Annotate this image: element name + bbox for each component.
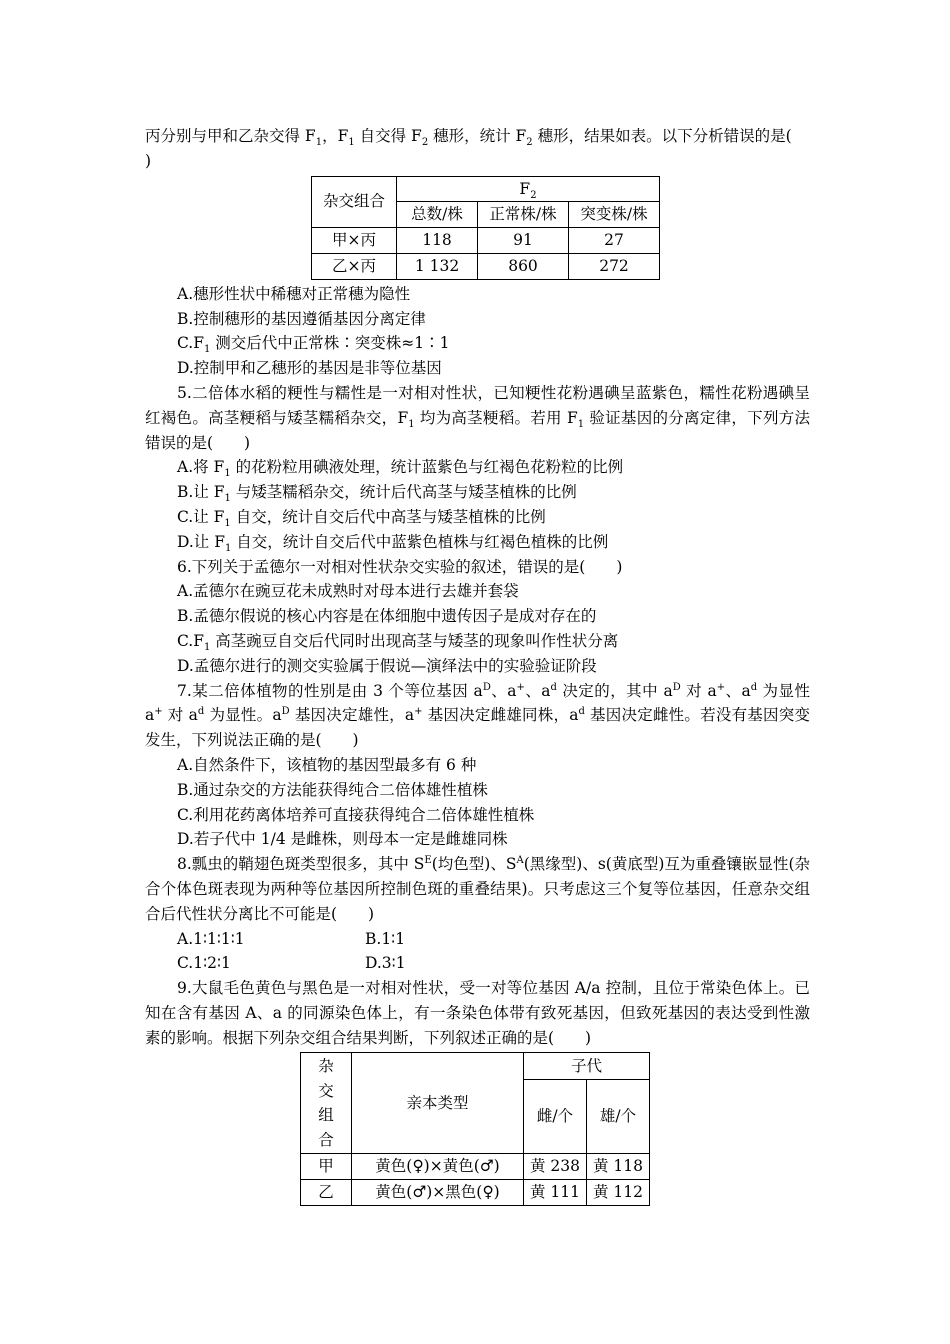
q9-header-combo: 杂 交 组 合	[301, 1053, 352, 1154]
q9-header-female: 雌/个	[524, 1079, 587, 1154]
q8-stem: 8.瓢虫的鞘翅色斑类型很多，其中 $S^E$(均色型)、$S^A$(黑缘型)、s(黄底型)互为重叠镶嵌显性(杂合个体色斑表现为两种等位基因所控制色斑的重叠结果)。只考虑这三个复等位基因，任意杂交组合后代性状分离比不可能是( )	[145, 854, 810, 923]
q5-stem: 5.二倍体水稻的粳性与糯性是一对相对性状，已知粳性花粉遇碘呈蓝紫色，糯性花粉遇碘呈红褐色。高茎粳稻与矮茎糯稻杂交，$F_1$ 均为高茎粳稻。若用 $F_1$ 验证基因的分离定律，下列方法错误的是( )	[145, 383, 811, 452]
q7-option-d: D.若子代中 1/4 是雌株，则母本一定是雌雄同株	[177, 830, 508, 849]
q6-option-b: B.孟德尔假说的核心内容是在体细胞中遗传因子是成对存在的	[177, 607, 597, 626]
q9-stem: 9.大鼠毛色黄色与黑色是一对相对性状，受一对等位基因 A/a 控制，且位于常染色体上。已知在含有基因 A、a 的同源染色体上，有一条染色体带有致死基因，但致死基因的表达受到性激素的影响。根据下列杂交组合结果判断，下列叙述正确的是( )	[145, 979, 810, 1047]
q4-header-total: 总数/株	[397, 202, 478, 228]
q5-option-d: D.让 $F_1$ 自交，统计自交后代中蓝紫色植株与红褐色植株的比例	[177, 532, 609, 554]
page-content	[145, 124, 810, 1208]
q9-table	[300, 1052, 650, 1206]
table-row: 乙×丙 1 132 860 272	[312, 253, 660, 279]
q4-header-normal: 正常株/株	[478, 202, 569, 228]
q4-option-c: $C.F_1$ 测交后代中正常株∶突变株≈1∶1	[177, 334, 450, 356]
q4-option-b: B.控制穗形的基因遵循基因分离定律	[177, 309, 426, 328]
q9-header-parent: 亲本类型	[352, 1053, 524, 1154]
q8-options-row-2	[145, 951, 810, 976]
table-row: 乙 黄色(♂)×黑色(♀) 黄 111 黄 112	[301, 1180, 650, 1206]
q6-option-c: $C.F_1$ 高茎豌豆自交后代同时出现高茎与矮茎的现象叫作性状分离	[177, 631, 619, 654]
q4-option-d: D.控制甲和乙穗形的基因是非等位基因	[177, 359, 442, 378]
q4-header-mutant: 突变株/株	[569, 202, 660, 228]
q8-option-c: C.1∶2∶1	[177, 954, 231, 973]
table-row: 甲 黄色(♀)×黄色(♂) 黄 238 黄 118	[301, 1154, 650, 1180]
q4-table	[311, 176, 660, 280]
q8-option-d: D.3∶1	[365, 954, 406, 973]
q4-stem: 丙分别与甲和乙杂交得 $F_1$，$F_1$ 自交得 $F_2$ 穗形，统计 $F_2$ 穗形，结果如表。以下分析错误的是( )	[145, 127, 792, 170]
q7-option-a: A.自然条件下，该植物的基因型最多有 6 种	[177, 755, 477, 774]
q6-stem: 6.下列关于孟德尔一对相对性状杂交实验的叙述，错误的是( )	[177, 557, 623, 576]
q5-option-c: C.让 $F_1$ 自交，统计自交后代中高茎与矮茎植株的比例	[177, 507, 546, 530]
q4-header-combo: 杂交组合	[312, 176, 397, 228]
q4-header-f2: $F_2$	[397, 176, 660, 202]
q5-option-b: B.让 $F_1$ 与矮茎糯稻杂交，统计后代高茎与矮茎植株的比例	[177, 483, 577, 505]
q7-stem: 7.某二倍体植物的性别是由 3 个等位基因 $a^D$、a+、$a^d$ 决定的，其中 $a^D$ 对 a+、$a^d$ 为显性 a+ 对 $a^d$ 为显性。$a^D$ 基因决定雄性，a+ 基因决定雌雄同株，$a^d$ 基因决定雌性。若没有基因突变发生，下列说法正确的是( )	[145, 681, 810, 750]
q8-option-b: B.1∶1	[365, 929, 406, 948]
q9-header-male: 雄/个	[587, 1079, 650, 1154]
q6-option-a: A.孟德尔在豌豆花未成熟时对母本进行去雄并套袋	[177, 582, 519, 601]
q8-option-a: A.1∶1∶1∶1	[177, 929, 245, 948]
q8-options-row-1	[145, 927, 810, 952]
q7-option-c: C.利用花药离体培养可直接获得纯合二倍体雄性植株	[177, 805, 535, 824]
q7-option-b: B.通过杂交的方法能获得纯合二倍体雄性植株	[177, 780, 488, 799]
q4-option-a: A.穗形性状中稀穗对正常穗为隐性	[177, 284, 411, 303]
q9-header-offspring: 子代	[524, 1053, 650, 1079]
table-row: 甲×丙 118 91 27	[312, 228, 660, 254]
q6-option-d: D.孟德尔进行的测交实验属于假说—演绎法中的实验验证阶段	[177, 656, 597, 675]
q5-option-a: A.将 $F_1$ 的花粉粒用碘液处理，统计蓝紫色与红褐色花粉粒的比例	[177, 458, 624, 480]
